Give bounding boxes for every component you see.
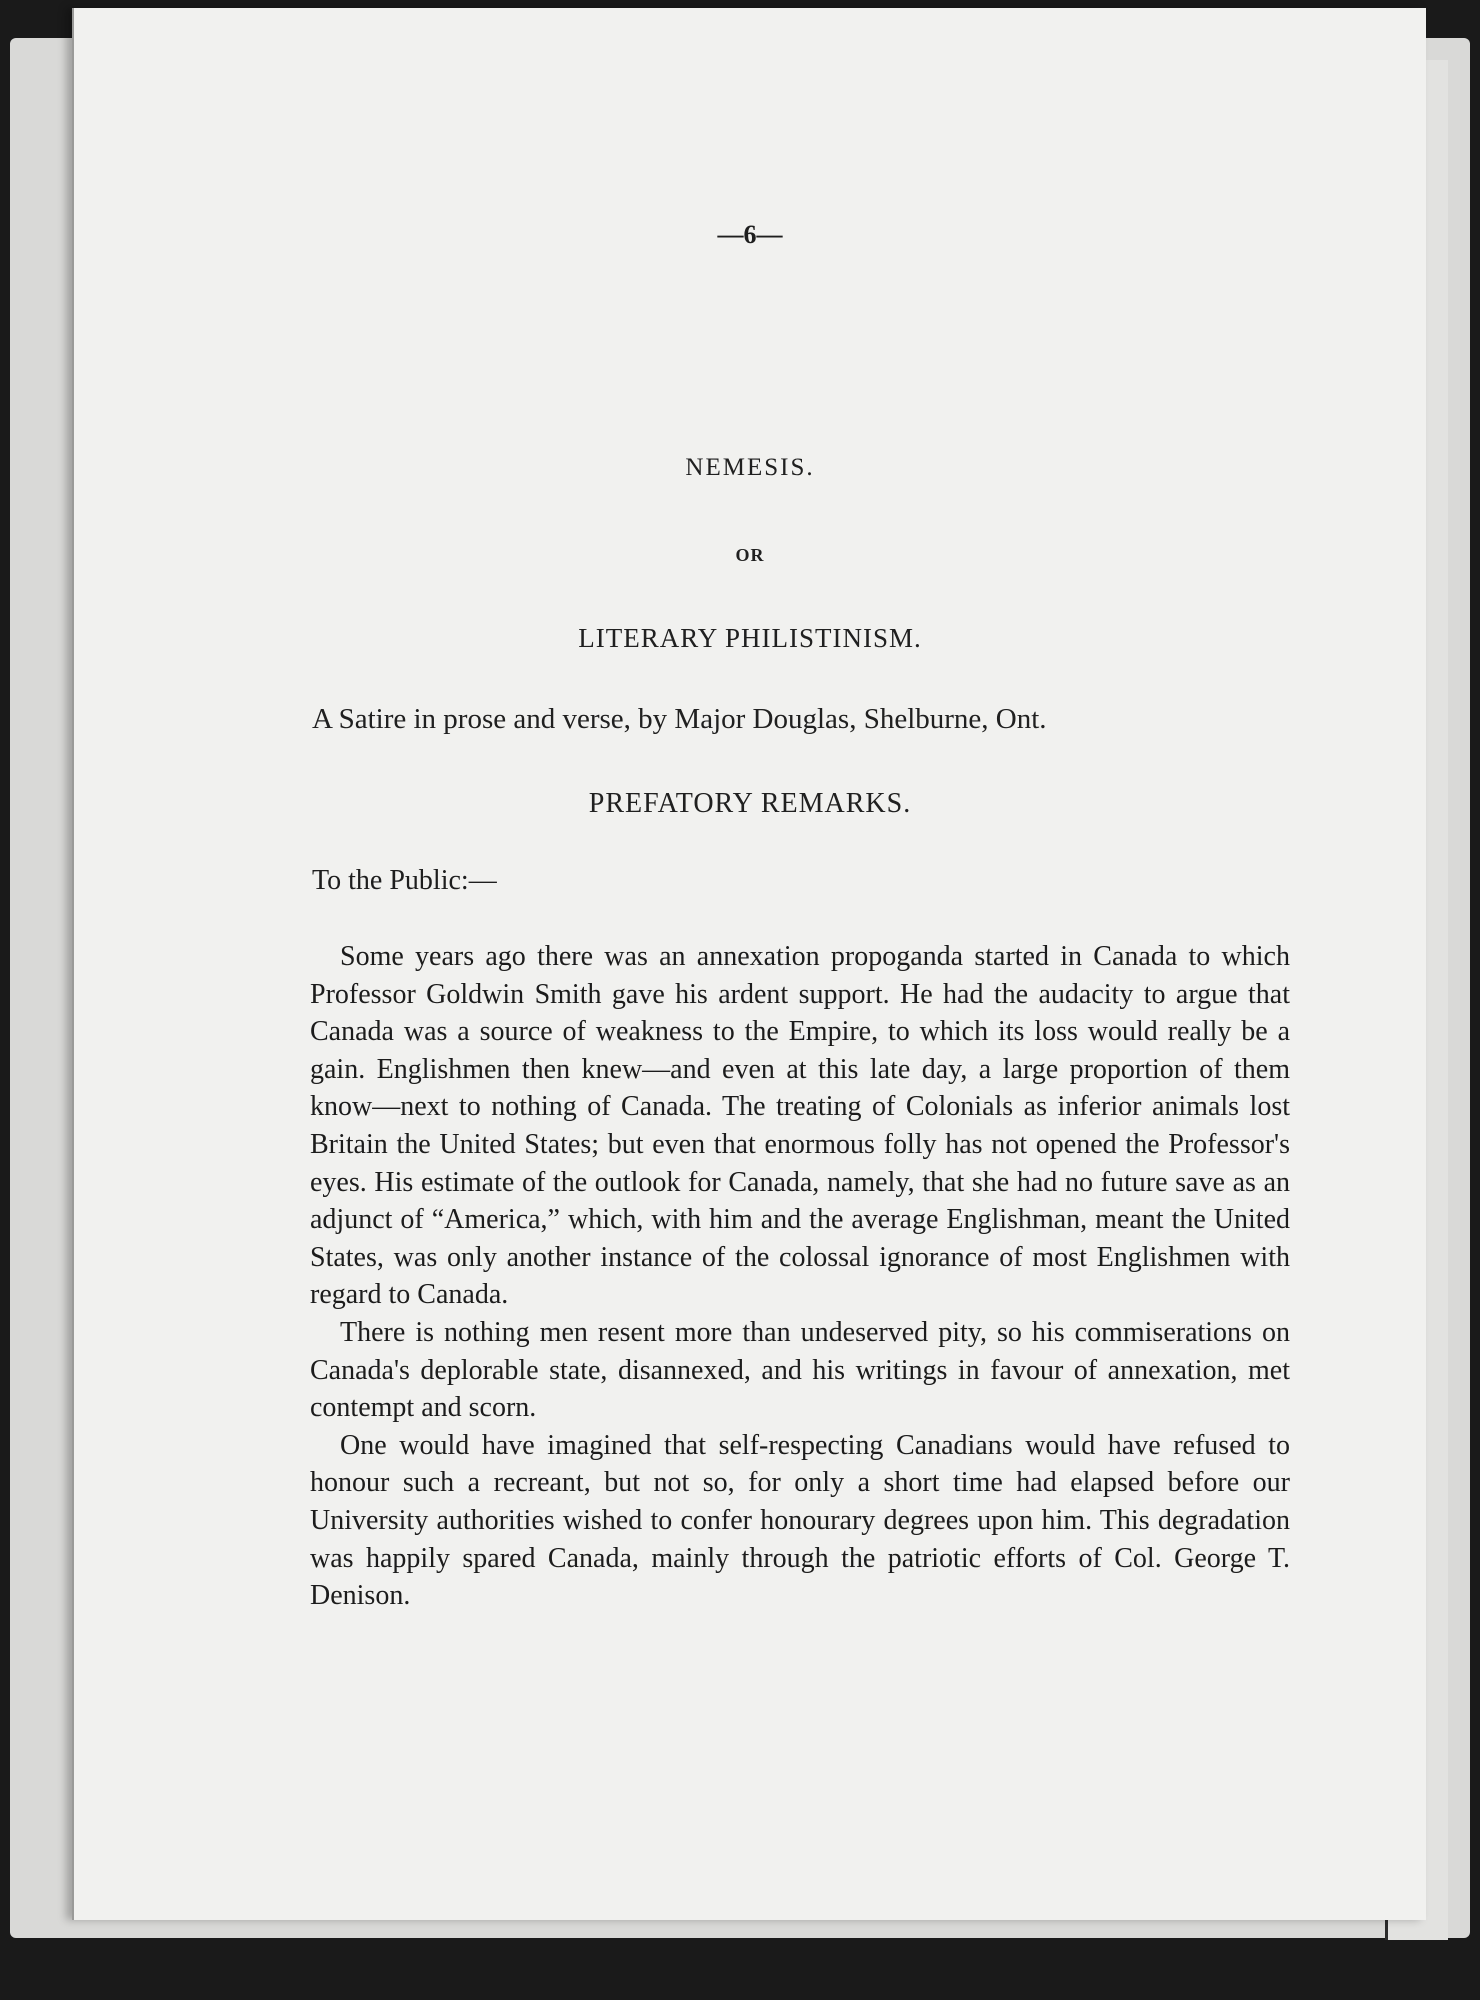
salutation: To the Public:— [312,865,497,896]
paragraph: Some years ago there was an annexation propoganda started in Canada to which Professor Goldwin Smith gave his ardent support. He had the audacity to argue that Canada was a source of weakness to the Empire, to which its loss would really be a gain. Englishmen then knew—and even at this late day, a large proportion of them know—next to nothing of Canada. The treating of Colonials as inferior animals lost Britain the United States; but even that enormous folly has not opened the Professor's eyes. His estimate of the outlook for Canada, namely, that she had no future save as an adjunct of “America,” which, with him and the average Englishman, meant the United States, was only another instance of the colossal ignorance of most Englishmen with regard to Canada. [310,941,1290,1311]
document-title: NEMESIS. [685,454,815,481]
section-heading: PREFATORY REMARKS. [588,788,912,819]
document-subtitle: LITERARY PHILISTINISM. [578,623,922,653]
paragraph: One would have imagined that self-respecting Canadians would have refused to honour such a recreant, but not so, for only a short time had elapsed before our University authorities wished to confer honourary degrees upon him. This degradation was happily spared Canada, mainly through the patriotic efforts of Col. George T. Denison. [310,1429,1290,1612]
page-number: —6— [717,220,783,249]
paragraph: There is nothing men resent more than undeserved pity, so his commiserations on Canada's deplorable state, disannexed, and his writings in favour of annexation, met contempt and scorn. [310,1316,1290,1424]
or-line: OR [735,545,765,565]
body-text [310,938,1290,1615]
document-page [72,8,1426,1920]
byline: A Satire in prose and verse, by Major Douglas, Shelburne, Ont. [312,703,1047,735]
